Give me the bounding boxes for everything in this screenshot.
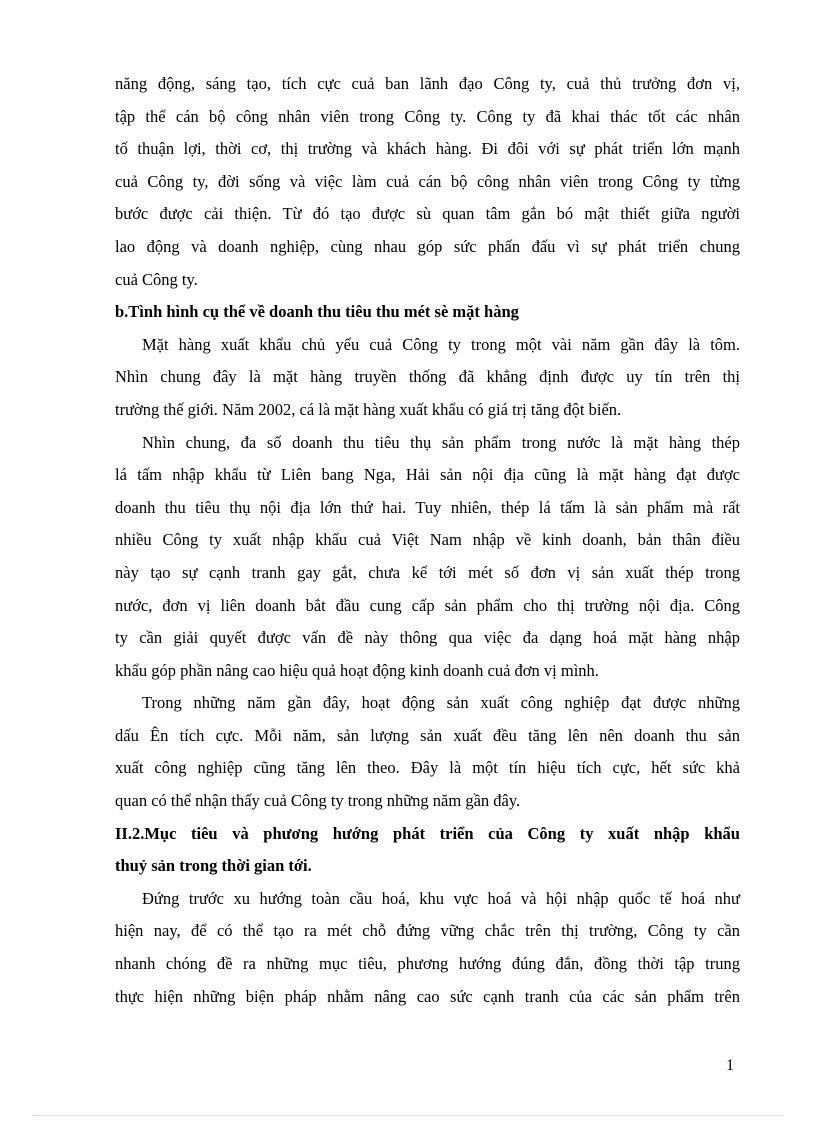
text-line: nước, đơn vị liên doanh bắt đầu cung cấp sản phẩm cho thị trường nội địa. Công [115,595,740,615]
text-line: Mặt hàng xuất khẩu chủ yếu cuả Công ty trong một vài năm gần đây là tôm. [142,334,740,354]
text-line: cuả Công ty. [115,269,198,289]
paragraph-1 [115,68,740,296]
text-line: nhiều Công ty xuất nhập khẩu cuả Việt Nam nhập về kinh doanh, bản thân điều [115,530,740,550]
paragraph-2 [115,329,740,427]
text-line: năng động, sáng tạo, tích cực cuả ban lãnh đạo Công ty, cuả thủ trưởng đơn vị, [115,74,740,93]
text-line: doanh thu tiêu thụ nội địa lớn thứ hai. Tuy nhiên, thép lá tấm là sản phẩm mà rất [115,497,740,517]
text-line: ty cần giải quyết được vấn đề này thông qua việc đa dạng hoá mặt hàng nhập [115,628,740,648]
text-line: thực hiện những biện pháp nhằm nâng cao sức cạnh tranh của các sản phẩm trên [115,986,740,1006]
page-bottom-divider [32,1115,784,1116]
section-heading-b [115,296,740,329]
heading-line: b.Tình hình cụ thể về doanh thu tiêu thu mét sè mặt hàng [115,302,519,322]
heading-line: thuỷ sản trong thời gian tới. [115,856,312,876]
text-line: Nhìn chung đây là mặt hàng truyền thống đã khẳng định được uy tín trên thị [115,367,740,387]
heading-line: II.2.Mục tiêu và phương hướng phát triển của Công ty xuất nhập khẩu [115,823,740,843]
page-number: 1 [726,1057,734,1074]
text-line: Trong những năm gần đây, hoạt động sản xuất công nghiệp đạt được những [142,693,740,713]
text-line: tập thể cán bộ công nhân viên trong Công ty. Công ty đã khai thác tốt các nhân [115,106,740,126]
text-line: xuất công nghiệp cũng tăng lên theo. Đây là một tín hiệu tích cực, hết sức khả [115,758,740,778]
text-line: bước được cải thiện. Từ đó tạo được sù quan tâm gắn bó mật thiết giữa người [115,204,740,224]
paragraph-5 [115,883,740,1013]
text-line: này tạo sự cạnh tranh gay gắt, chưa kể tới mét số đơn vị sản xuất thép trong [115,562,740,582]
document-page [115,68,740,1013]
text-line: khẩu góp phần nâng cao hiệu quả hoạt động kinh doanh cuả đơn vị mình. [115,660,599,680]
text-line: cuả Công ty, đời sống và việc làm cuả cán bộ công nhân viên trong Công ty từng [115,171,740,191]
text-line: lá tấm nhập khẩu từ Liên bang Nga, Hải sản nội địa cũng là mặt hàng đạt được [115,465,740,485]
text-line: dấu Ên tích cực. Mỗi năm, sản lượng sản xuất đều tăng lên nên doanh thu sản [115,725,740,745]
text-line: lao động và doanh nghiệp, cùng nhau góp sức phấn đấu vì sự phát triển chung [115,236,740,256]
section-heading-ii-2 [115,818,740,883]
paragraph-4 [115,687,740,817]
text-line: quan có thể nhận thấy cuả Công ty trong những năm gần đây. [115,791,521,811]
text-line: tố thuận lợi, thời cơ, thị trường và khách hàng. Đi đôi với sự phát triển lớn mạnh [115,139,740,159]
text-line: nhanh chóng đề ra những mục tiêu, phương hướng đúng đắn, đồng thời tập trung [115,954,740,974]
paragraph-3 [115,427,740,688]
text-line: Đứng trước xu hướng toàn cầu hoá, khu vực hoá và hội nhập quốc tế hoá như [142,888,740,908]
text-line: Nhìn chung, đa số doanh thu tiêu thụ sản phẩm trong nước là mặt hàng thép [142,432,740,452]
text-line: trường thế giới. Năm 2002, cá là mặt hàng xuất khẩu có giá trị tăng đột biến. [115,399,622,419]
text-line: hiện nay, để có thể tạo ra mét chỗ đứng vững chắc trên thị trường, Công ty cần [115,921,740,941]
